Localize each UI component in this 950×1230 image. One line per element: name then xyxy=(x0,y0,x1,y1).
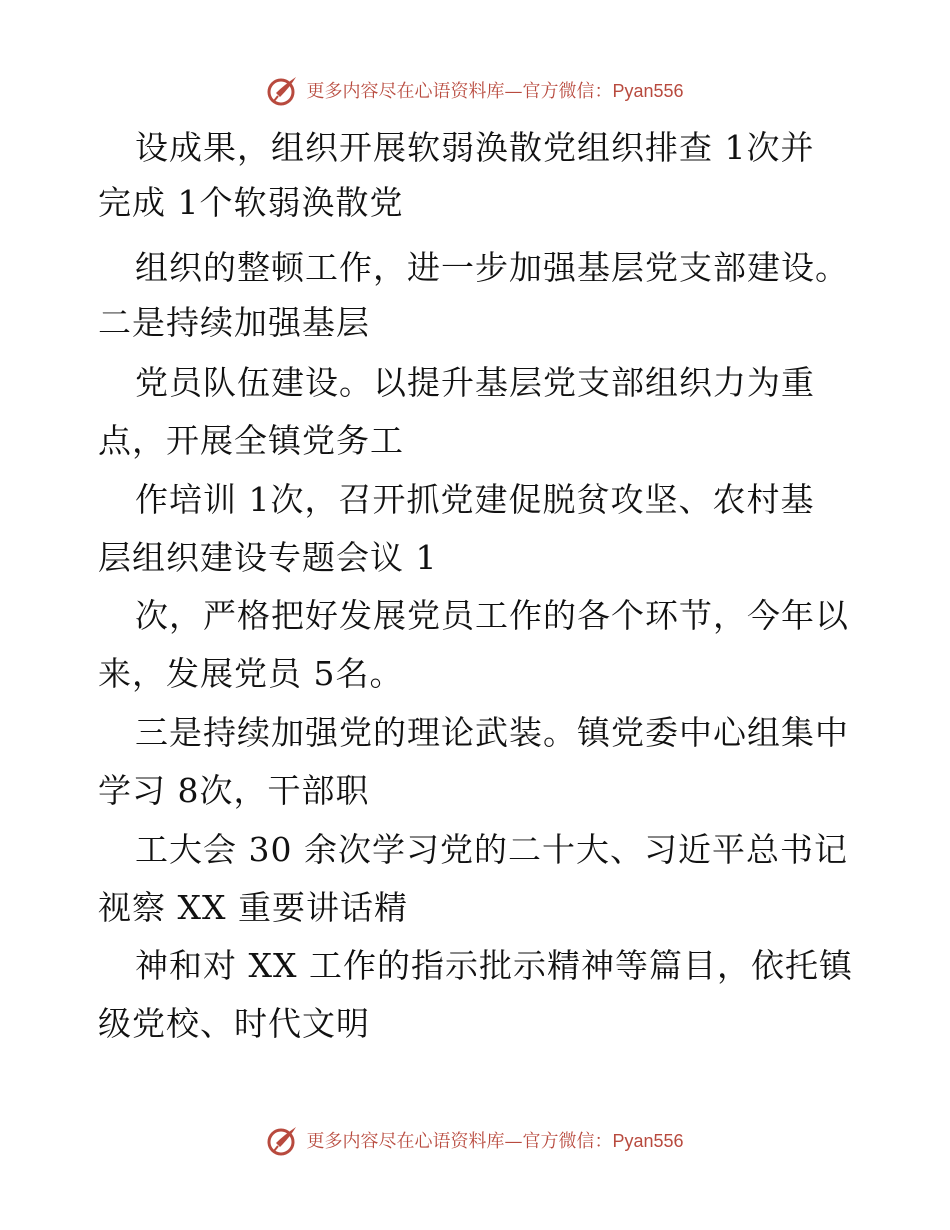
body-line: 来，发展党员 5名。 xyxy=(98,654,404,693)
body-line: 二是持续加强基层 xyxy=(98,303,370,342)
body-line: 视察 XX 重要讲话精 xyxy=(98,888,408,927)
body-line: 点，开展全镇党务工 xyxy=(98,421,404,460)
body-line: 神和对 XX 工作的指示批示精神等篇目，依托镇 xyxy=(135,946,853,985)
watermark-group xyxy=(266,1123,683,1157)
body-line: 作培训 1次，召开抓党建促脱贫攻坚、农村基 xyxy=(135,480,815,519)
body-line: 完成 1个软弱涣散党 xyxy=(98,183,404,222)
footer-watermark xyxy=(0,1120,950,1160)
watermark-group xyxy=(266,73,683,107)
body-line: 工大会 30 余次学习党的二十大、习近平总书记 xyxy=(135,830,848,869)
body-line: 级党校、时代文明 xyxy=(98,1004,370,1043)
body-line: 层组织建设专题会议 1 xyxy=(98,538,438,577)
body-line: 次，严格把好发展党员工作的各个环节，今年以 xyxy=(135,596,849,635)
body-line: 学习 8次，干部职 xyxy=(98,771,370,810)
watermark-text: 更多内容尽在心语资料库—官方微信：Pyan556 xyxy=(306,1131,684,1152)
header-watermark xyxy=(0,70,950,110)
quill-logo-icon xyxy=(266,73,300,107)
body-line: 组织的整顿工作，进一步加强基层党支部建设。 xyxy=(135,248,849,287)
body-line: 三是持续加强党的理论武装。镇党委中心组集中 xyxy=(135,713,849,752)
quill-logo-icon xyxy=(266,1123,300,1157)
watermark-text: 更多内容尽在心语资料库—官方微信：Pyan556 xyxy=(306,81,684,102)
body-line: 设成果，组织开展软弱涣散党组织排查 1次并 xyxy=(135,128,815,167)
body-line: 党员队伍建设。以提升基层党支部组织力为重 xyxy=(135,363,815,402)
